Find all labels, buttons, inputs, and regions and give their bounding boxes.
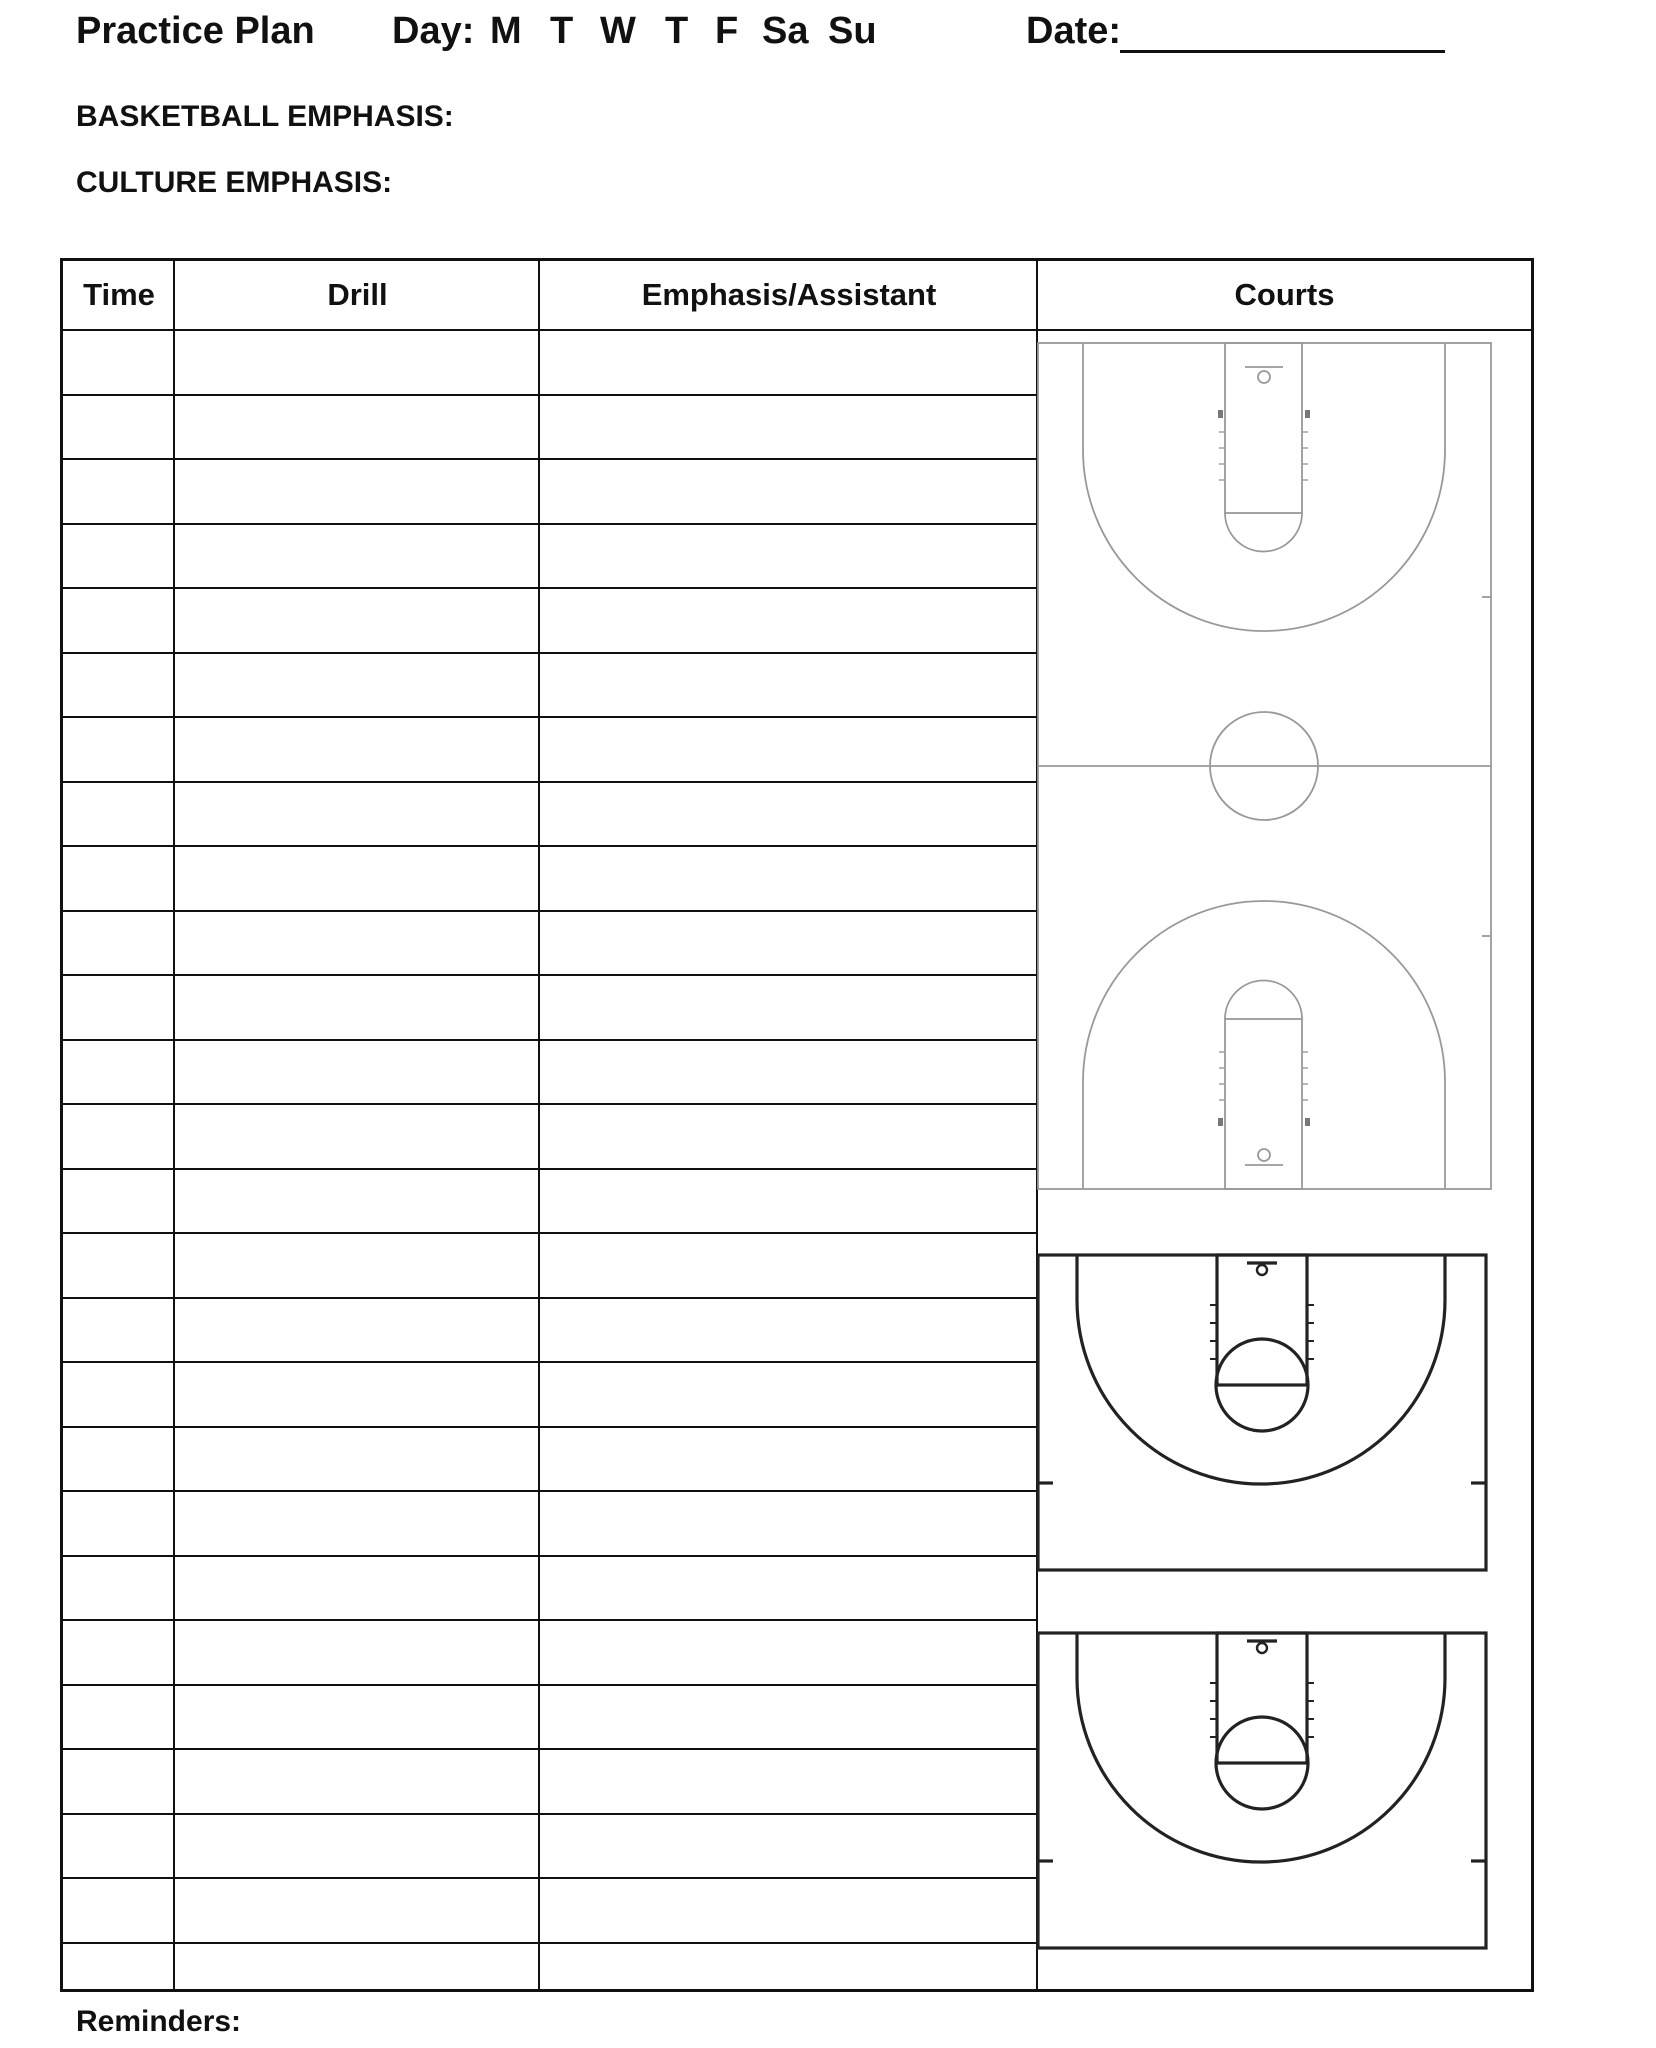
- time-cell[interactable]: [63, 523, 173, 588]
- time-cell[interactable]: [63, 1103, 173, 1168]
- table-row: [63, 1490, 1036, 1555]
- row-divider: [63, 1103, 1036, 1105]
- drill-cell[interactable]: [175, 1168, 538, 1233]
- rim: [1257, 1265, 1267, 1275]
- drill-cell[interactable]: [175, 1103, 538, 1168]
- time-cell[interactable]: [63, 910, 173, 975]
- emphasis-cell[interactable]: [540, 1877, 1036, 1942]
- three-point-arc-bottom: [1083, 901, 1445, 1189]
- column-header-emphasis: Emphasis/Assistant: [641, 277, 937, 312]
- table-row: [63, 1877, 1036, 1942]
- time-cell[interactable]: [63, 329, 173, 394]
- drill-cell[interactable]: [175, 1813, 538, 1878]
- table-row: [63, 1361, 1036, 1426]
- time-cell[interactable]: [63, 1426, 173, 1491]
- emphasis-cell[interactable]: [540, 652, 1036, 717]
- time-cell[interactable]: [63, 1361, 173, 1426]
- time-cell[interactable]: [63, 1813, 173, 1878]
- day-option-friday[interactable]: F: [715, 10, 739, 52]
- table-row: [63, 394, 1036, 459]
- table-row: [63, 1103, 1036, 1168]
- drill-cell[interactable]: [175, 1748, 538, 1813]
- courts-panel: [1035, 330, 1495, 1950]
- time-cell[interactable]: [63, 974, 173, 1039]
- emphasis-cell[interactable]: [540, 1297, 1036, 1362]
- emphasis-cell[interactable]: [540, 845, 1036, 910]
- time-cell[interactable]: [63, 587, 173, 652]
- three-point-arc: [1077, 1633, 1445, 1862]
- free-throw-circle-bottom: [1225, 981, 1302, 1019]
- row-divider: [63, 1361, 1036, 1363]
- emphasis-cell[interactable]: [540, 716, 1036, 781]
- time-cell[interactable]: [63, 1039, 173, 1104]
- row-divider: [63, 716, 1036, 718]
- rim-top: [1258, 371, 1270, 383]
- row-divider: [63, 974, 1036, 976]
- table-row: [63, 652, 1036, 717]
- table-row: [63, 1297, 1036, 1362]
- table-row: [63, 781, 1036, 846]
- row-divider: [63, 1490, 1036, 1492]
- emphasis-cell[interactable]: [540, 1490, 1036, 1555]
- three-point-arc-top: [1083, 343, 1445, 631]
- row-divider: [63, 1942, 1036, 1944]
- drill-cell[interactable]: [175, 1619, 538, 1684]
- time-cell[interactable]: [63, 1555, 173, 1620]
- free-throw-circle-top: [1225, 513, 1302, 552]
- row-divider: [63, 1877, 1036, 1879]
- drill-cell[interactable]: [175, 781, 538, 846]
- time-cell[interactable]: [63, 1490, 173, 1555]
- drill-cell[interactable]: [175, 523, 538, 588]
- drill-cell[interactable]: [175, 1361, 538, 1426]
- emphasis-cell[interactable]: [540, 587, 1036, 652]
- emphasis-cell[interactable]: [540, 1813, 1036, 1878]
- emphasis-cell[interactable]: [540, 1103, 1036, 1168]
- row-divider: [63, 523, 1036, 525]
- drill-cell[interactable]: [175, 394, 538, 459]
- emphasis-cell[interactable]: [540, 523, 1036, 588]
- three-point-arc: [1077, 1255, 1445, 1484]
- time-cell[interactable]: [63, 394, 173, 459]
- row-divider: [63, 1297, 1036, 1299]
- drill-cell[interactable]: [175, 1684, 538, 1749]
- time-cell[interactable]: [63, 1297, 173, 1362]
- reminders-label: Reminders:: [76, 2005, 242, 2038]
- table-row: [63, 1748, 1036, 1813]
- drill-cell[interactable]: [175, 1039, 538, 1104]
- emphasis-cell[interactable]: [540, 329, 1036, 394]
- row-divider: [63, 1748, 1036, 1750]
- drill-cell[interactable]: [175, 458, 538, 523]
- paint-top: [1225, 343, 1302, 513]
- row-divider: [63, 781, 1036, 783]
- row-divider: [63, 652, 1036, 654]
- row-divider: [63, 1555, 1036, 1557]
- time-cell[interactable]: [63, 716, 173, 781]
- drill-cell[interactable]: [175, 974, 538, 1039]
- culture-emphasis-label: CULTURE EMPHASIS:: [76, 166, 393, 199]
- time-cell[interactable]: [63, 652, 173, 717]
- time-cell[interactable]: [63, 1684, 173, 1749]
- emphasis-cell[interactable]: [540, 1748, 1036, 1813]
- emphasis-cell[interactable]: [540, 781, 1036, 846]
- table-row: [63, 1942, 1036, 2009]
- emphasis-cell[interactable]: [540, 910, 1036, 975]
- date-label: Date:: [1026, 10, 1122, 52]
- emphasis-cell[interactable]: [540, 1168, 1036, 1233]
- time-cell[interactable]: [63, 1942, 173, 2009]
- row-divider: [63, 587, 1036, 589]
- time-cell[interactable]: [63, 458, 173, 523]
- table-row: [63, 458, 1036, 523]
- emphasis-cell[interactable]: [540, 974, 1036, 1039]
- table-row: [63, 974, 1036, 1039]
- emphasis-cell[interactable]: [540, 1684, 1036, 1749]
- drill-cell[interactable]: [175, 1232, 538, 1297]
- basketball-emphasis-label: BASKETBALL EMPHASIS:: [76, 100, 454, 133]
- drill-cell[interactable]: [175, 845, 538, 910]
- table-row: [63, 523, 1036, 588]
- day-option-monday[interactable]: M: [490, 10, 522, 52]
- half-court-diagram: [1038, 1633, 1486, 1948]
- date-field[interactable]: [1120, 50, 1445, 53]
- column-header-courts: Courts: [1234, 277, 1335, 312]
- drill-cell[interactable]: [175, 1942, 538, 2009]
- drill-cell[interactable]: [175, 1426, 538, 1491]
- drill-cell[interactable]: [175, 1490, 538, 1555]
- table-row: [63, 1813, 1036, 1878]
- emphasis-cell[interactable]: [540, 1361, 1036, 1426]
- table-row: [63, 1555, 1036, 1620]
- row-divider: [63, 1232, 1036, 1234]
- row-divider: [63, 910, 1036, 912]
- day-option-saturday[interactable]: Sa: [762, 10, 809, 52]
- table-row: [63, 910, 1036, 975]
- paint-bottom: [1225, 1019, 1302, 1189]
- time-cell[interactable]: [63, 1619, 173, 1684]
- column-header-time: Time: [83, 277, 155, 312]
- table-row: [63, 1232, 1036, 1297]
- row-divider: [63, 1813, 1036, 1815]
- row-divider: [63, 1168, 1036, 1170]
- drill-cell[interactable]: [175, 587, 538, 652]
- table-row: [63, 716, 1036, 781]
- drill-cell[interactable]: [175, 1877, 538, 1942]
- day-option-sunday[interactable]: Su: [828, 10, 877, 52]
- time-cell[interactable]: [63, 1877, 173, 1942]
- table-row: [63, 845, 1036, 910]
- emphasis-cell[interactable]: [540, 394, 1036, 459]
- time-cell[interactable]: [63, 1748, 173, 1813]
- emphasis-cell[interactable]: [540, 1555, 1036, 1620]
- time-cell[interactable]: [63, 1232, 173, 1297]
- row-divider: [63, 394, 1036, 396]
- rim-bottom: [1258, 1149, 1270, 1161]
- time-cell[interactable]: [63, 845, 173, 910]
- emphasis-cell[interactable]: [540, 458, 1036, 523]
- table-row: [63, 1619, 1036, 1684]
- full-court-diagram: [1038, 343, 1491, 1189]
- day-option-thursday[interactable]: T: [665, 10, 689, 52]
- half-court-diagram: [1038, 1255, 1486, 1570]
- day-option-wednesday[interactable]: W: [600, 10, 636, 52]
- drill-cell[interactable]: [175, 716, 538, 781]
- drill-cell[interactable]: [175, 329, 538, 394]
- drill-cell[interactable]: [175, 910, 538, 975]
- table-row: [63, 1039, 1036, 1104]
- half-court-boundary: [1038, 1633, 1486, 1948]
- table-row: [63, 587, 1036, 652]
- page-title: Practice Plan: [76, 10, 315, 52]
- row-divider: [63, 1426, 1036, 1428]
- emphasis-cell[interactable]: [540, 1232, 1036, 1297]
- table-row: [63, 329, 1036, 394]
- table-row: [63, 1684, 1036, 1749]
- time-cell[interactable]: [63, 781, 173, 846]
- drill-cell[interactable]: [175, 1297, 538, 1362]
- table-row: [63, 1426, 1036, 1491]
- row-divider: [63, 1684, 1036, 1686]
- column-header-drill: Drill: [327, 277, 388, 312]
- emphasis-cell[interactable]: [540, 1039, 1036, 1104]
- rim: [1257, 1643, 1267, 1653]
- half-court-boundary: [1038, 1255, 1486, 1570]
- drill-cell[interactable]: [175, 652, 538, 717]
- row-divider: [63, 1039, 1036, 1041]
- row-divider: [63, 458, 1036, 460]
- drill-cell[interactable]: [175, 1555, 538, 1620]
- emphasis-cell[interactable]: [540, 1426, 1036, 1491]
- emphasis-cell[interactable]: [540, 1619, 1036, 1684]
- time-cell[interactable]: [63, 1168, 173, 1233]
- day-label: Day:: [392, 10, 475, 52]
- row-divider: [63, 1619, 1036, 1621]
- table-row: [63, 1168, 1036, 1233]
- emphasis-cell[interactable]: [540, 1942, 1036, 2009]
- day-option-tuesday[interactable]: T: [550, 10, 574, 52]
- row-divider: [63, 845, 1036, 847]
